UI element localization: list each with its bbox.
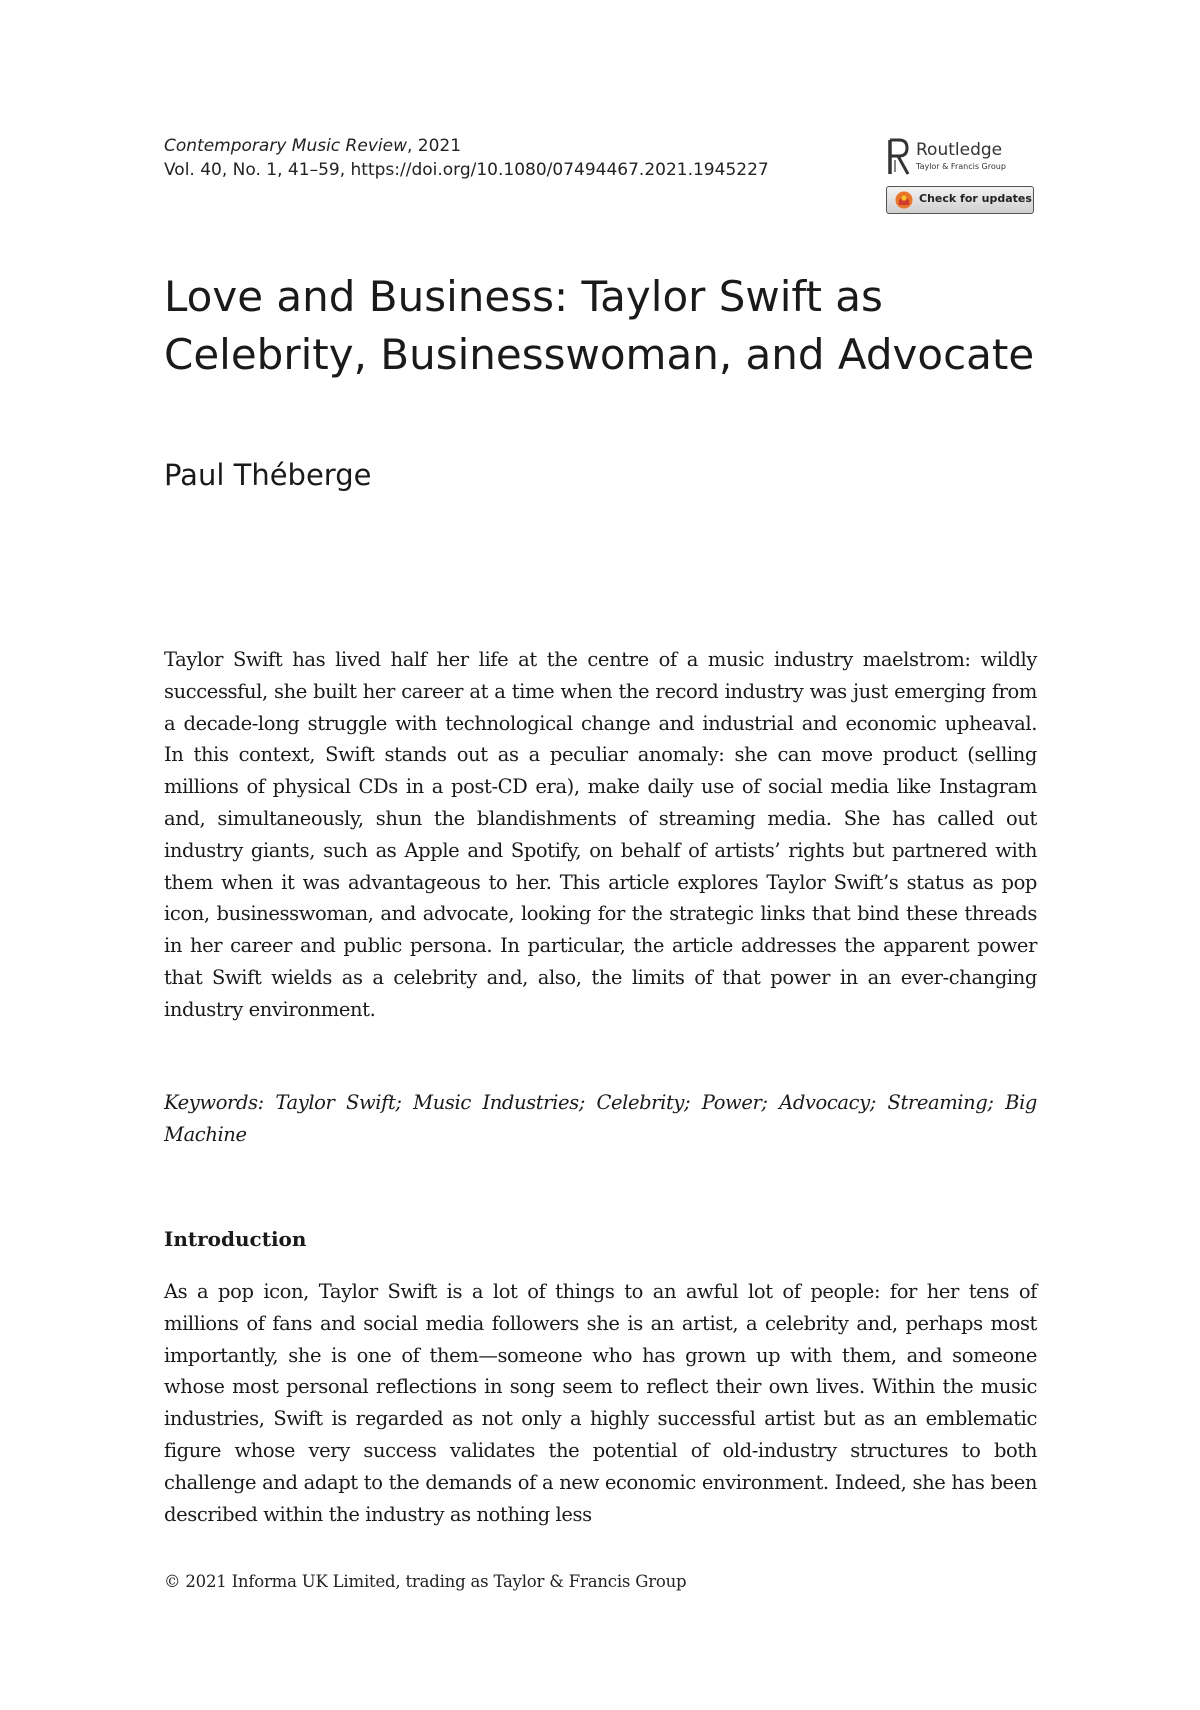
publisher-logo bbox=[886, 136, 1036, 182]
journal-year: , 2021 bbox=[406, 136, 462, 156]
journal-name: Contemporary Music Review bbox=[164, 136, 407, 156]
volume-doi-line: Vol. 40, No. 1, 41–59, https://doi.org/10.1080/07494467.2021.1945227 bbox=[164, 160, 769, 180]
check-for-updates-button[interactable] bbox=[886, 186, 1034, 214]
article-author: Paul Théberge bbox=[164, 458, 372, 492]
check-for-updates-label: Check for updates bbox=[919, 192, 1032, 205]
publisher-name: Routledge bbox=[916, 140, 1003, 160]
crossmark-icon bbox=[895, 191, 913, 209]
copyright-notice: © 2021 Informa UK Limited, trading as Taylor & Francis Group bbox=[164, 1572, 687, 1591]
publisher-group: Taylor & Francis Group bbox=[916, 162, 1006, 171]
article-title: Love and Business: Taylor Swift as Celebrity, Businesswoman, and Advocate bbox=[164, 272, 1035, 379]
section-heading-introduction: Introduction bbox=[164, 1227, 307, 1251]
journal-header bbox=[164, 134, 864, 182]
routledge-r-icon bbox=[886, 136, 912, 178]
introduction-paragraph: As a pop icon, Taylor Swift is a lot of things to an awful lot of people: for her tens of millions of fans and social media followers she is an artist, a celebrity and, perhaps most importantly, she is one of them—someone who has grown up with them, and someone whose most personal reflections in song seem to reflect their own lives. Within the music industries, Swift is regarded as not only a highly successful artist but as an emblematic figure whose very success validates the potential of old-industry structures to both challenge and adapt to the demands of a new economic environment. Indeed, she has been described within the industry as nothing less bbox=[164, 1280, 1037, 1526]
journal-citation-line bbox=[164, 134, 864, 158]
abstract: Taylor Swift has lived half her life at the centre of a music industry maelstrom: wildly successful, she built her career at a time when the record industry was just emerging from a decade-long struggle with technological change and industrial and economic upheaval. In this context, Swift stands out as a peculiar anomaly: she can move product (selling millions of physical CDs in a post-CD era), make daily use of social media like Instagram and, simultaneously, shun the blandishments of streaming media. She has called out industry giants, such as Apple and Spotify, on behalf of artists’ rights but partnered with them when it was advantageous to her. This article explores Taylor Swift’s status as pop icon, businesswoman, and advocate, looking for the strategic links that bind these threads in her career and public persona. In particular, the article addresses the apparent power that Swift wields as a celebrity and, also, the limits of that power in an ever-changing industry environment. bbox=[164, 648, 1037, 1021]
keywords: Keywords: Taylor Swift; Music Industries; Celebrity; Power; Advocacy; Streaming; Big Machine bbox=[164, 1091, 1037, 1146]
